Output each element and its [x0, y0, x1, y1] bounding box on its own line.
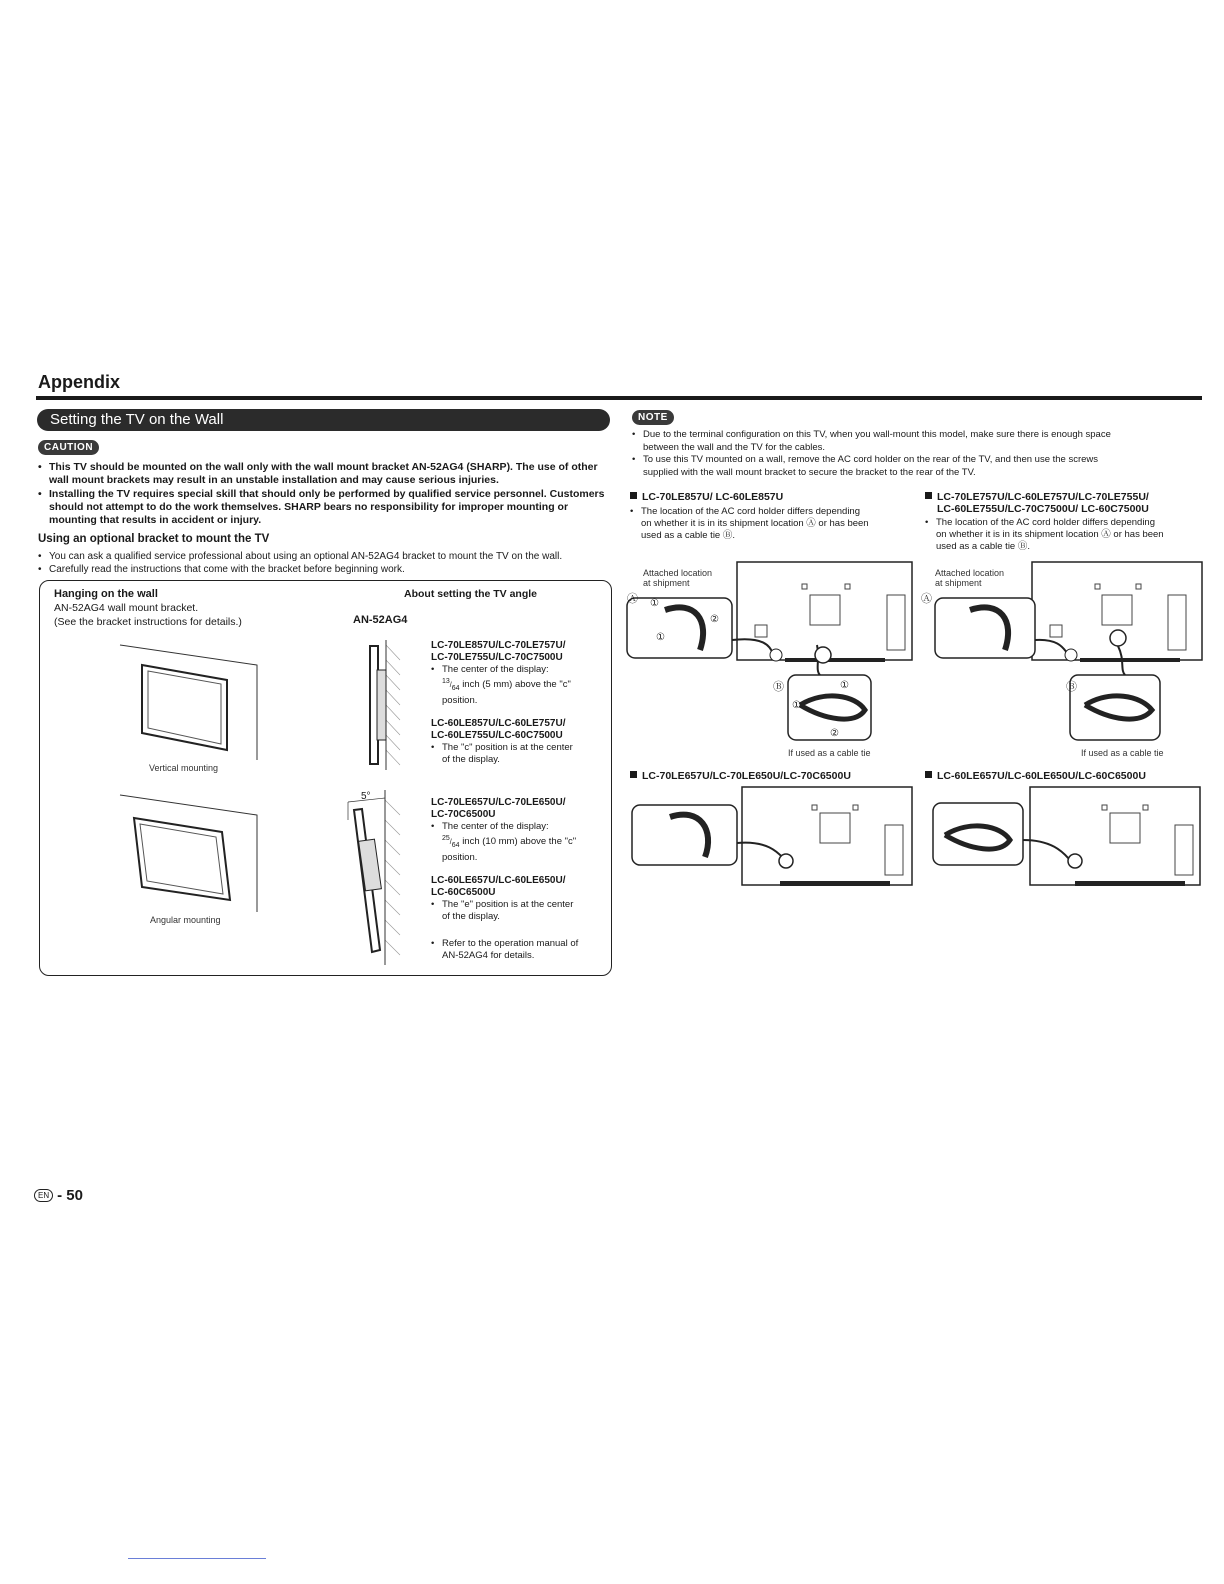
fraction-numerator: 25	[442, 835, 450, 842]
model-heading: LC-70C6500U	[431, 809, 496, 820]
step-label: ①	[650, 598, 659, 609]
model-heading: LC-70LE857U/LC-70LE757U/	[431, 640, 566, 651]
model-heading: LC-60LE755U/LC-60C7500U	[431, 730, 563, 741]
label-a: Ⓐ	[921, 593, 932, 605]
note-line: To use this TV mounted on a wall, remove the AC cord holder on the rear of the TV, and then use the screws	[643, 454, 1099, 465]
model-heading: LC-60LE857U/LC-60LE757U/	[431, 718, 566, 729]
refer-note	[431, 938, 606, 962]
model-desc-line: of the display.	[442, 911, 500, 922]
caption-line: at shipment	[935, 578, 982, 588]
note-item	[632, 454, 1202, 479]
step-label: ①	[792, 700, 801, 711]
cable-tie-caption: If used as a cable tie	[1081, 748, 1164, 758]
model-desc-line: of the display.	[442, 754, 500, 765]
hanging-title: Hanging on the wall	[54, 588, 158, 600]
bottom-link-underline[interactable]	[128, 1558, 266, 1559]
model-group-857	[630, 491, 915, 542]
angular-mounting-caption: Angular mounting	[150, 915, 221, 925]
tv-rear-diagram-857	[625, 560, 915, 760]
model-desc-line: $^{13}/_{64}$ inch (5 mm) above the "c"	[442, 678, 571, 693]
caption-line: Attached location	[643, 568, 713, 578]
page-number-text: - 50	[57, 1187, 83, 1204]
refer-line: AN-52AG4 for details.	[442, 950, 535, 961]
hanging-line: (See the bracket instructions for details.)	[54, 616, 242, 628]
model-group-desc: • The location of the AC cord holder differs depending	[630, 506, 915, 518]
model-group-heading-text: LC-70LE857U/ LC-60LE857U	[642, 491, 784, 503]
bracket-side-view-vertical	[360, 640, 405, 770]
using-bracket-heading: Using an optional bracket to mount the TV	[38, 533, 270, 545]
label-b: Ⓑ	[1066, 681, 1077, 693]
model-desc-line: position.	[442, 695, 478, 707]
model-group-desc: • The location of the AC cord holder differs depending	[925, 517, 1205, 529]
fraction-numerator: 13	[442, 678, 450, 685]
tv-rear-diagram-657-70	[630, 785, 915, 890]
using-bracket-list	[38, 550, 618, 576]
note-line: Due to the terminal configuration on this TV, when you wall-mount this model, make sure there is enough space	[643, 429, 1111, 440]
step-label: ②	[710, 614, 719, 625]
model-heading: LC-60C6500U	[431, 887, 496, 898]
model-desc: • The "c" position is at the center	[431, 742, 606, 754]
model-group-heading	[630, 491, 915, 503]
tv-rear-diagram-657-60	[925, 785, 1205, 890]
step-label: ①	[656, 632, 665, 643]
caution-badge: CAUTION	[38, 440, 99, 455]
model-heading: LC-70LE657U/LC-70LE650U/	[431, 797, 566, 808]
model-group-heading	[925, 770, 1146, 782]
model-group-heading	[630, 770, 851, 782]
fraction-denominator: 64	[451, 842, 460, 850]
caution-item: • Installing the TV requires special skill that should only be performed by qualified service personnel. Customers should not attempt to do the work themselves. SHARP bears no responsibility for improper mounting or mounting that results in accident or injury.	[38, 488, 613, 527]
model-desc: • The center of the display:	[431, 821, 606, 833]
model-group-desc: on whether it is in its shipment location Ⓐ or has been	[936, 529, 1164, 540]
note-line: between the wall and the TV for the cables.	[643, 441, 826, 453]
list-item: • Carefully read the instructions that come with the bracket before beginning work.	[38, 563, 618, 576]
caption-line: at shipment	[643, 578, 690, 588]
model-group-heading-text: LC-70LE757U/LC-60LE757U/LC-70LE755U/	[937, 491, 1149, 503]
label-b: Ⓑ	[773, 681, 784, 693]
model-group-757	[925, 491, 1205, 553]
label-a: Ⓐ	[627, 593, 638, 605]
note-line: supplied with the wall mount bracket to secure the bracket to the rear of the TV.	[643, 466, 976, 478]
angle-model-block	[431, 718, 606, 766]
model-group-heading	[925, 491, 1205, 503]
model-group-heading-text: LC-70LE657U/LC-70LE650U/LC-70C6500U	[642, 770, 851, 782]
model-group-heading-text: LC-60LE657U/LC-60LE650U/LC-60C6500U	[937, 770, 1146, 782]
tv-rear-diagram-757	[920, 560, 1205, 760]
model-group-desc: on whether it is in its shipment location Ⓐ or has been	[641, 518, 869, 529]
header-rule	[36, 396, 1202, 400]
model-group-heading: LC-60LE755U/LC-70C7500U/ LC-60C7500U	[937, 503, 1149, 515]
model-desc: • The center of the display:	[431, 664, 606, 676]
note-list	[632, 429, 1202, 479]
page-number	[34, 1187, 83, 1204]
page-header-title: Appendix	[38, 372, 121, 392]
angle-model-block	[431, 640, 606, 707]
refer-line: • Refer to the operation manual of	[431, 938, 606, 950]
model-desc-line: $^{25}/_{64}$ inch (10 mm) above the "c"	[442, 835, 577, 850]
model-desc: • The "e" position is at the center	[431, 899, 606, 911]
section-title: Setting the TV on the Wall	[37, 409, 610, 431]
model-desc-text: inch (10 mm) above the "c"	[462, 836, 577, 848]
fraction-denominator: 64	[451, 685, 460, 693]
model-desc-text: inch (5 mm) above the "c"	[462, 679, 571, 691]
caution-item: • This TV should be mounted on the wall only with the wall mount bracket AN-52AG4 (SHARP). The use of other wall mount brackets may result in an unstable installation and may cause serious injuries.	[38, 461, 613, 487]
caption-line: Attached location	[935, 568, 1005, 578]
step-label: ①	[840, 680, 849, 691]
note-badge: NOTE	[632, 410, 674, 425]
note-item	[632, 429, 1202, 454]
step-label: ②	[830, 728, 839, 739]
cable-tie-caption: If used as a cable tie	[788, 748, 871, 758]
vertical-mounting-illustration	[112, 640, 262, 760]
vertical-mounting-caption: Vertical mounting	[149, 763, 219, 773]
model-group-desc: used as a cable tie Ⓑ.	[641, 530, 735, 541]
model-heading: LC-70LE755U/LC-70C7500U	[431, 652, 563, 663]
hanging-line: AN-52AG4 wall mount bracket.	[54, 602, 199, 614]
angle-model-block	[431, 875, 606, 923]
model-desc-line: position.	[442, 852, 478, 864]
angular-mounting-illustration	[112, 790, 262, 915]
bracket-side-view-angled	[340, 790, 410, 965]
model-heading: LC-60LE657U/LC-60LE650U/	[431, 875, 566, 886]
language-badge: EN	[34, 1189, 53, 1202]
list-item: • You can ask a qualified service professional about using an optional AN-52AG4 bracket to mount the TV on the wall.	[38, 550, 618, 563]
bracket-label: AN-52AG4	[353, 614, 408, 626]
caution-list	[38, 461, 613, 528]
angle-model-block	[431, 797, 606, 864]
angle-degree-label: 5°	[361, 791, 371, 802]
angle-title: About setting the TV angle	[404, 588, 537, 600]
model-group-desc: used as a cable tie Ⓑ.	[936, 541, 1030, 552]
